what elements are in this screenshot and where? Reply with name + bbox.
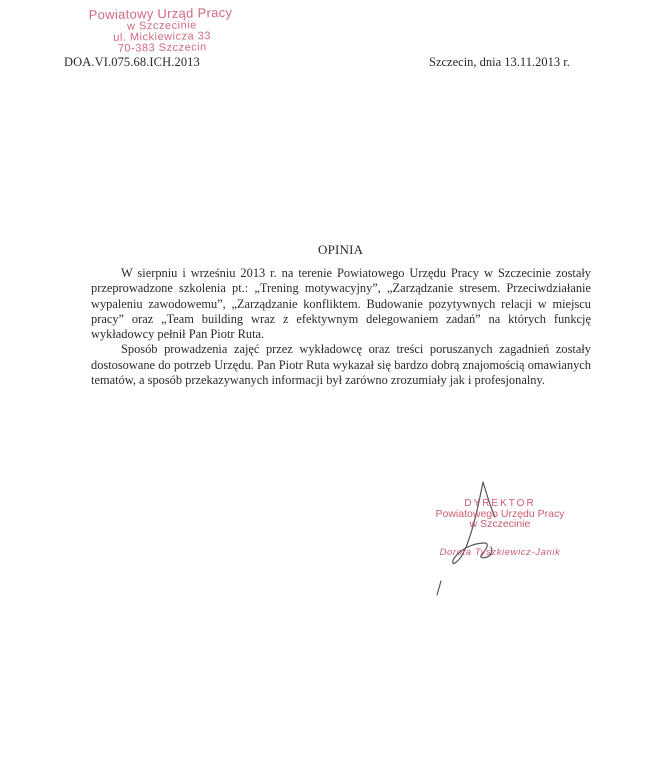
office-stamp-line: 70-383 Szczecin bbox=[117, 41, 207, 55]
director-stamp bbox=[420, 499, 580, 558]
body-paragraph: W sierpniu i wrześniu 2013 r. na terenie Powiatowego Urzędu Pracy w Szczecinie zostały przeprowadzone szkolenia pt.: „Trening motywacyjny”, „Zarządzanie stresem. Przeciwdziałanie wypaleniu zawodowemu”, „Zarządzanie konfliktem. Budowanie pozytywnych relacji w miejscu pracy” oraz „Team building wraz z efektywnym delegowaniem zadań” na których funkcję wykładowcy pełnił Pan Piotr Ruta. bbox=[91, 266, 591, 342]
document-title: OPINIA bbox=[318, 242, 364, 257]
reference-number: DOA.VI.075.68.ICH.2013 bbox=[64, 55, 200, 69]
place-date: Szczecin, dnia 13.11.2013 r. bbox=[429, 55, 570, 69]
director-title: DYREKTOR bbox=[464, 498, 536, 509]
document-body bbox=[91, 266, 591, 388]
body-paragraph: Sposób prowadzenia zajęć przez wykładowcę oraz treści poruszanych zagadnień zostały dostosowane do potrzeb Urzędu. Pan Piotr Ruta wykazał się bardzo dobrą znajomością omawianych tematów, a sposób przekazywanych informacji był zarówno zrozumiały jak i profesjonalny. bbox=[91, 342, 591, 388]
director-city: w Szczecinie bbox=[469, 518, 531, 530]
office-stamp-line: w Szczecinie bbox=[127, 19, 197, 33]
director-name: Dorota Tyszkiewicz-Janik bbox=[439, 547, 561, 558]
director-office: Powiatowego Urzędu Pracy bbox=[435, 508, 565, 520]
office-stamp bbox=[87, 6, 238, 56]
office-stamp-line: Powiatowy Urząd Pracy bbox=[88, 4, 233, 23]
office-stamp-line: ul. Mickiewicza 33 bbox=[113, 30, 212, 44]
